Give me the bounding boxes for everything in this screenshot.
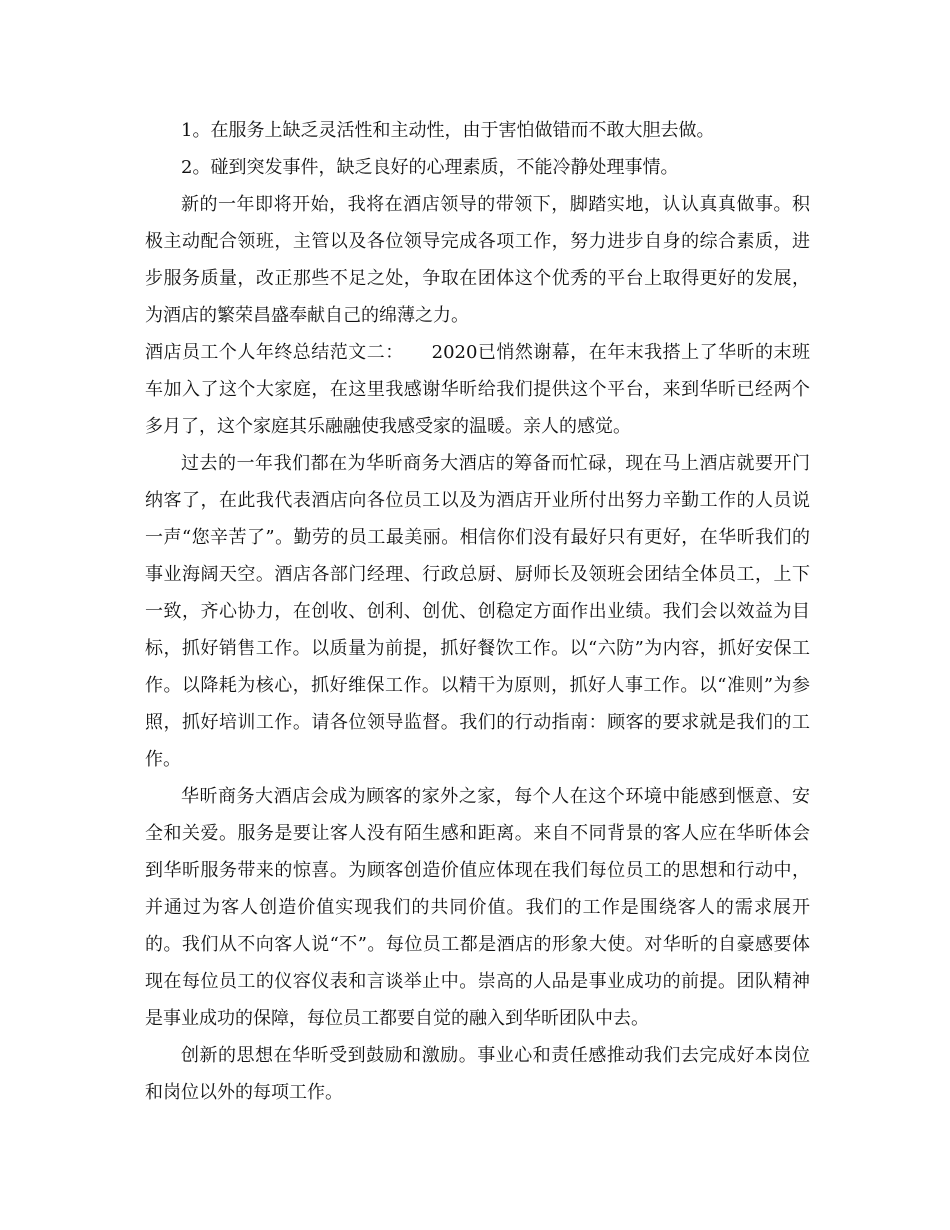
paragraph-shortcoming-1: 1。在服务上缺乏灵活性和主动性，由于害怕做错而不敢大胆去做。 (181, 120, 715, 141)
paragraph-innovation: 创新的思想在华昕受到鼓励和激励。事业心和责任感推动我们去完成好本岗位和岗位以外的每项工作。 (145, 1045, 810, 1103)
document-body (145, 112, 810, 1111)
paragraph-past-year: 过去的一年我们都在为华昕商务大酒店的筹备而忙碌，现在马上酒店就要开门纳客了，在此我代表酒店向各位员工以及为酒店开业所付出努力辛勤工作的人员说一声“您辛苦了”。勤劳的员工最美丽。相信你们没有最好只有更好，在华昕我们的事业海阔天空。酒店各部门经理、行政总厨、厨师长及领班会团结全体员工，上下一致，齐心协力，在创收、创利、创优、创稳定方面作出业绩。我们会以效益为目标，抓好销售工作。以质量为前提，抓好餐饮工作。以“六防”为内容，抓好安保工作。以降耗为核心，抓好维保工作。以精干为原则，抓好人事工作。以“准则”为参照，抓好培训工作。请各位领导监督。我们的行动指南：顾客的要求就是我们的工作。 (145, 453, 810, 770)
paragraph-shortcoming-2: 2。碰到突发事件，缺乏良好的心理素质，不能冷静处理事情。 (181, 157, 679, 178)
paragraph-hotel-values: 华昕商务大酒店会成为顾客的家外之家，每个人在这个环境中能感到惬意、安全和关爱。服务是要让客人没有陌生感和距离。来自不同背景的客人应在华昕体会到华昕服务带来的惊喜。为顾客创造价值应体现在我们每位员工的思想和行动中，并通过为客人创造价值实现我们的共同价值。我们的工作是围绕客人的需求展开的。我们从不向客人说“不”。每位员工都是酒店的形象大使。对华昕的自豪感要体现在每位员工的仪容仪表和言谈举止中。崇高的人品是事业成功的前提。团队精神是事业成功的保障，每位员工都要自觉的融入到华昕团队中去。 (145, 786, 810, 1029)
paragraph-new-year-plan: 新的一年即将开始，我将在酒店领导的带领下，脚踏实地，认认真真做事。积极主动配合领班，主管以及各位领导完成各项工作，努力进步自身的综合素质，进步服务质量，改正那些不足之处，争取在团体这个优秀的平台上取得更好的发展，为酒店的繁荣昌盛奉献自己的绵薄之力。 (145, 194, 810, 326)
paragraph-sample-two-intro: 酒店员工个人年终总结范文二： 2020已悄然谢幕，在年末我搭上了华昕的末班车加入了这个大家庭，在这里我感谢华昕给我们提供这个平台，来到华昕已经两个多月了，这个家庭其乐融融使我感受家的温暖。亲人的感觉。 (145, 342, 810, 437)
